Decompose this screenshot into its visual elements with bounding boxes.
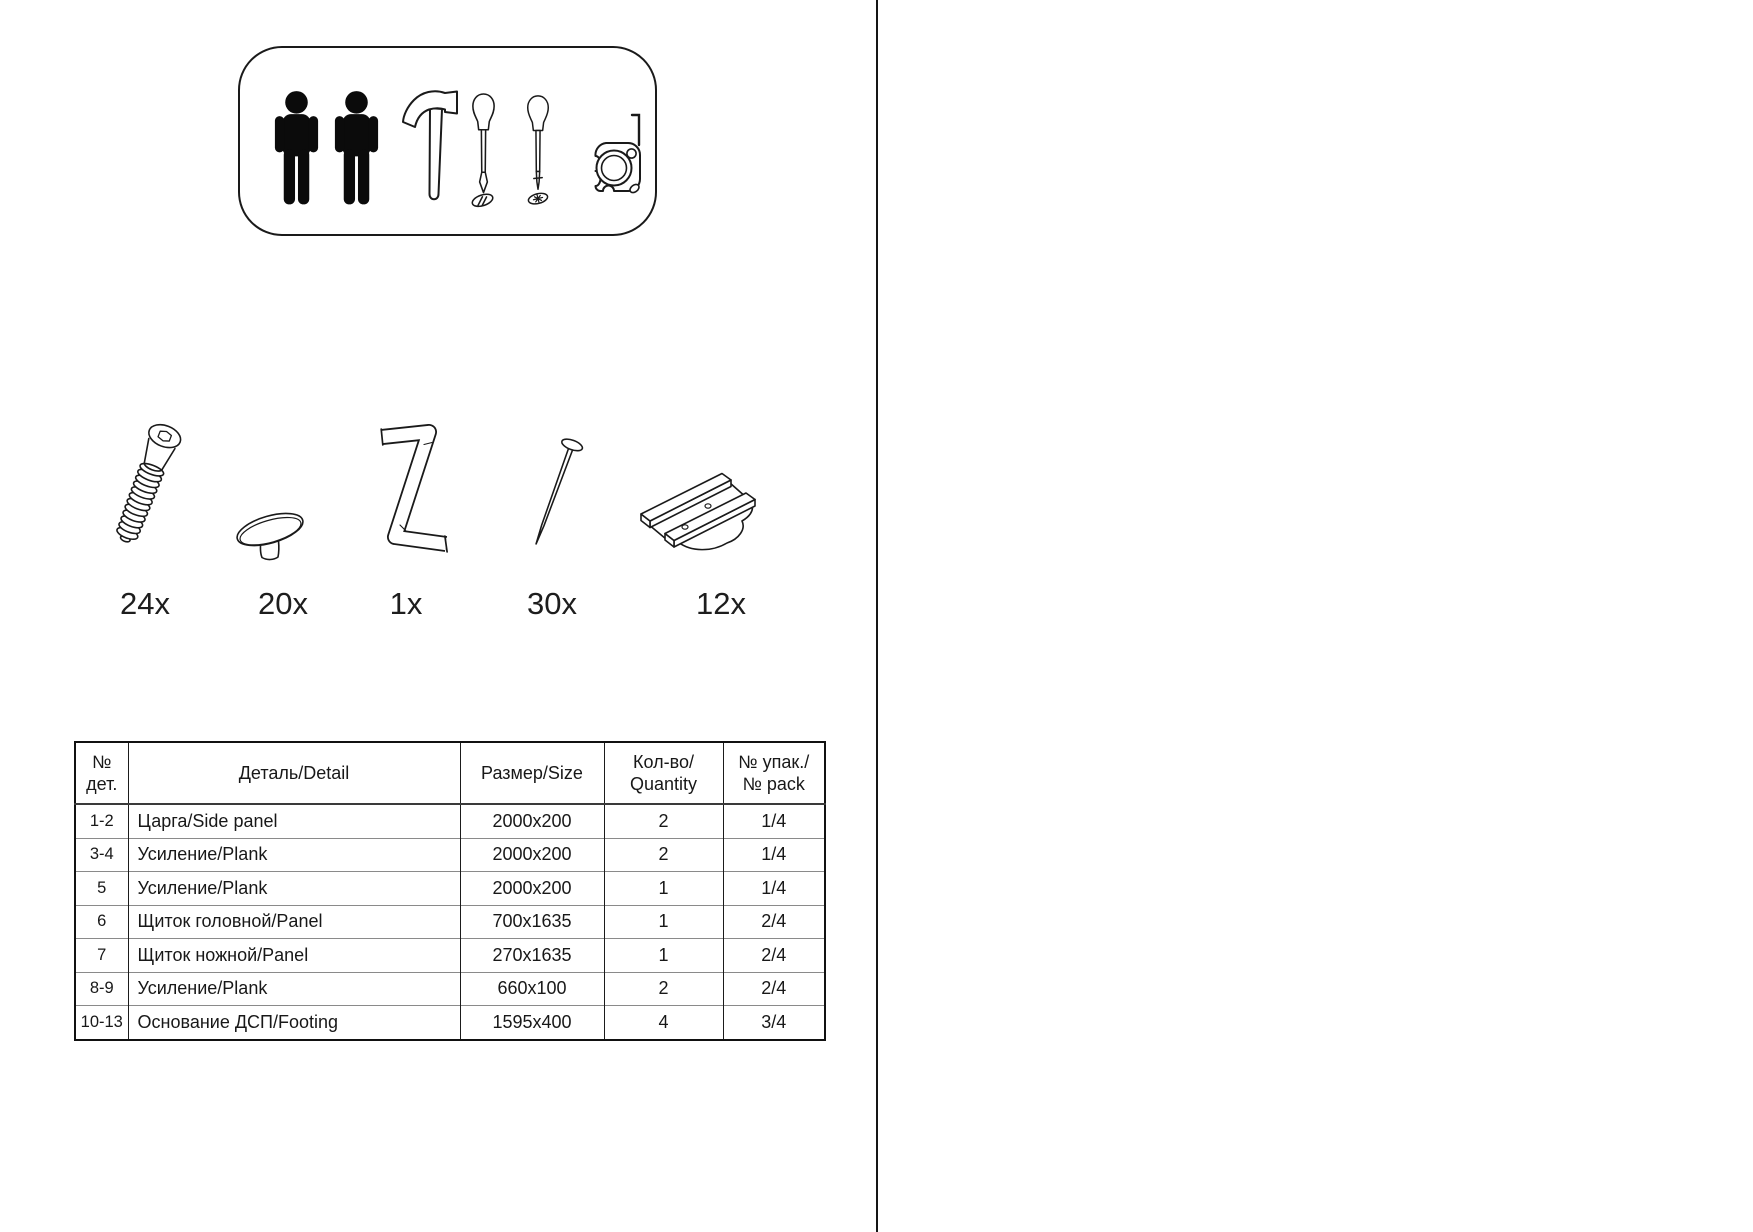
- table-cell: 3-4: [75, 838, 128, 872]
- person-icon: [330, 90, 383, 205]
- table-row: [75, 838, 825, 872]
- parts-table: [74, 741, 826, 1041]
- hammer-icon: [393, 88, 459, 208]
- table-cell: 3/4: [723, 1006, 825, 1040]
- mounting-bracket-icon: [638, 472, 760, 556]
- table-cell: 660x100: [460, 972, 604, 1006]
- table-cell: Царга/Side panel: [128, 804, 460, 838]
- table-row: [75, 905, 825, 939]
- table-cell: 2000x200: [460, 804, 604, 838]
- table-row: [75, 1006, 825, 1040]
- table-row: [75, 804, 825, 838]
- parts-table-body: [75, 804, 825, 1040]
- table-cell: 2000x200: [460, 872, 604, 906]
- table-cell: Усиление/Plank: [128, 972, 460, 1006]
- table-cell: 1: [604, 872, 723, 906]
- table-cell: 2000x200: [460, 838, 604, 872]
- table-row: [75, 872, 825, 906]
- table-cell: 10-13: [75, 1006, 128, 1040]
- header-part-number: № дет.: [75, 742, 128, 804]
- table-cell: 1: [604, 939, 723, 973]
- header-pack: № упак./ № pack: [723, 742, 825, 804]
- table-cell: Щиток головной/Panel: [128, 905, 460, 939]
- page-fold-divider: [876, 0, 878, 1232]
- allen-key-icon: [372, 424, 452, 560]
- cap-cover-icon: [234, 512, 312, 564]
- table-cell: 270x1635: [460, 939, 604, 973]
- qty-label-allen: 1x: [389, 586, 423, 621]
- person-icon: [270, 90, 323, 205]
- table-cell: 2: [604, 972, 723, 1006]
- tape-measure-icon: [576, 111, 652, 207]
- table-cell: 700x1635: [460, 905, 604, 939]
- table-header-row: [75, 742, 825, 804]
- flathead-screwdriver-icon: [469, 92, 498, 210]
- table-cell: 1595x400: [460, 1006, 604, 1040]
- table-cell: 8-9: [75, 972, 128, 1006]
- table-cell: 2: [604, 838, 723, 872]
- table-cell: Усиление/Plank: [128, 838, 460, 872]
- qty-label-nail: 30x: [527, 586, 577, 621]
- table-cell: 2/4: [723, 905, 825, 939]
- nail-icon: [520, 436, 595, 562]
- table-cell: 6: [75, 905, 128, 939]
- table-cell: Щиток ножной/Panel: [128, 939, 460, 973]
- table-row: [75, 939, 825, 973]
- table-cell: 7: [75, 939, 128, 973]
- header-size: Размер/Size: [460, 742, 604, 804]
- phillips-screwdriver-icon: [524, 92, 552, 210]
- table-cell: 1/4: [723, 838, 825, 872]
- table-cell: 2/4: [723, 972, 825, 1006]
- table-cell: 2: [604, 804, 723, 838]
- tools-panel: [238, 46, 657, 236]
- qty-label-screw: 24x: [120, 586, 170, 621]
- qty-label-bracket: 12x: [696, 586, 746, 621]
- table-cell: 1: [604, 905, 723, 939]
- table-cell: 1-2: [75, 804, 128, 838]
- table-cell: 5: [75, 872, 128, 906]
- header-quantity: Кол-во/ Quantity: [604, 742, 723, 804]
- qty-label-cap: 20x: [258, 586, 308, 621]
- confirmat-screw-icon: [110, 420, 220, 570]
- table-cell: 1/4: [723, 872, 825, 906]
- table-cell: 2/4: [723, 939, 825, 973]
- header-detail: Деталь/Detail: [128, 742, 460, 804]
- table-cell: Усиление/Plank: [128, 872, 460, 906]
- table-cell: 1/4: [723, 804, 825, 838]
- table-cell: Основание ДСП/Footing: [128, 1006, 460, 1040]
- table-cell: 4: [604, 1006, 723, 1040]
- table-row: [75, 972, 825, 1006]
